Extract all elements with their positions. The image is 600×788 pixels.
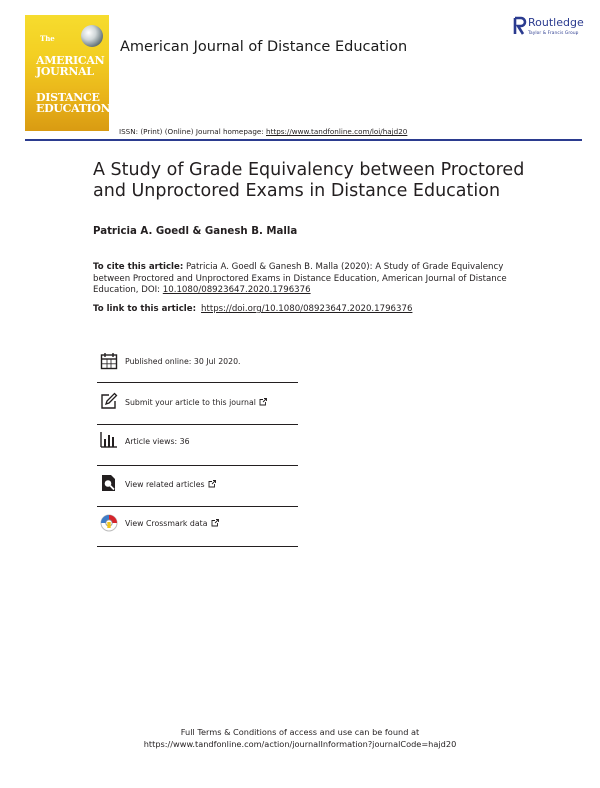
citation-block	[93, 262, 523, 297]
submit-article-link[interactable]	[125, 398, 267, 407]
journal-cover[interactable]	[25, 15, 109, 131]
row-divider	[97, 424, 298, 425]
article-views: Article views: 36	[125, 437, 190, 446]
article-link-line	[93, 304, 412, 314]
link-label: To link to this article:	[93, 304, 197, 314]
journal-homepage-link[interactable]: https://www.tandfonline.com/loi/hajd20	[266, 127, 408, 136]
external-link-icon	[211, 519, 219, 527]
bar-chart-icon	[100, 431, 118, 449]
publisher-tagline: Taylor & Francis Group	[528, 31, 579, 36]
row-divider	[97, 506, 298, 507]
footer	[0, 726, 600, 750]
cite-text: Patricia A. Goedl & Ganesh B. Malla (2020): A Study of Grade Equivalency between Proctored and Unproctored Exams in Distance Education, American Journal of Distance Education, DOI:	[93, 262, 507, 295]
journal-title: American Journal of Distance Education	[120, 39, 408, 55]
related-articles-icon	[100, 474, 118, 492]
row-divider	[97, 465, 298, 466]
external-link-icon	[259, 398, 267, 406]
cover-the: The	[40, 34, 55, 43]
footer-terms: Full Terms & Conditions of access and use can be found at	[180, 727, 420, 737]
footer-terms-link[interactable]: https://www.tandfonline.com/action/journalInformation?journalCode=hajd20	[143, 739, 457, 749]
publisher-name: Routledge	[528, 16, 584, 29]
routledge-logo-icon[interactable]	[512, 16, 527, 36]
cover-line-1: AMERICAN	[36, 54, 105, 67]
article-title: A Study of Grade Equivalency between Proctored and Unproctored Exams in Distance Education	[93, 160, 525, 201]
cite-label: To cite this article:	[93, 262, 184, 272]
cover-line-2: JOURNAL	[36, 65, 94, 78]
cite-doi-link[interactable]: 10.1080/08923647.2020.1796376	[162, 285, 311, 295]
row-divider	[97, 382, 298, 383]
globe-icon	[81, 25, 103, 47]
row-divider	[97, 546, 298, 547]
crossmark-icon	[100, 514, 118, 532]
article-doi-link[interactable]: https://doi.org/10.1080/08923647.2020.1796376	[201, 304, 413, 314]
cover-line-3: DISTANCE	[36, 91, 100, 104]
related-articles-link[interactable]	[125, 480, 216, 489]
issn-line	[119, 127, 407, 136]
issn-prefix: ISSN: (Print) (Online) Journal homepage:	[119, 127, 267, 136]
edit-icon	[100, 392, 118, 410]
submit-article-label: Submit your article to this journal	[125, 398, 256, 407]
article-authors: Patricia A. Goedl & Ganesh B. Malla	[93, 226, 298, 237]
published-online: Published online: 30 Jul 2020.	[125, 357, 241, 366]
crossmark-link[interactable]	[125, 519, 219, 528]
external-link-icon	[208, 480, 216, 488]
calendar-icon	[100, 352, 118, 370]
header-divider	[25, 139, 582, 141]
crossmark-label: View Crossmark data	[125, 519, 208, 528]
related-articles-label: View related articles	[125, 480, 205, 489]
cover-line-4: EDUCATION	[36, 102, 111, 115]
